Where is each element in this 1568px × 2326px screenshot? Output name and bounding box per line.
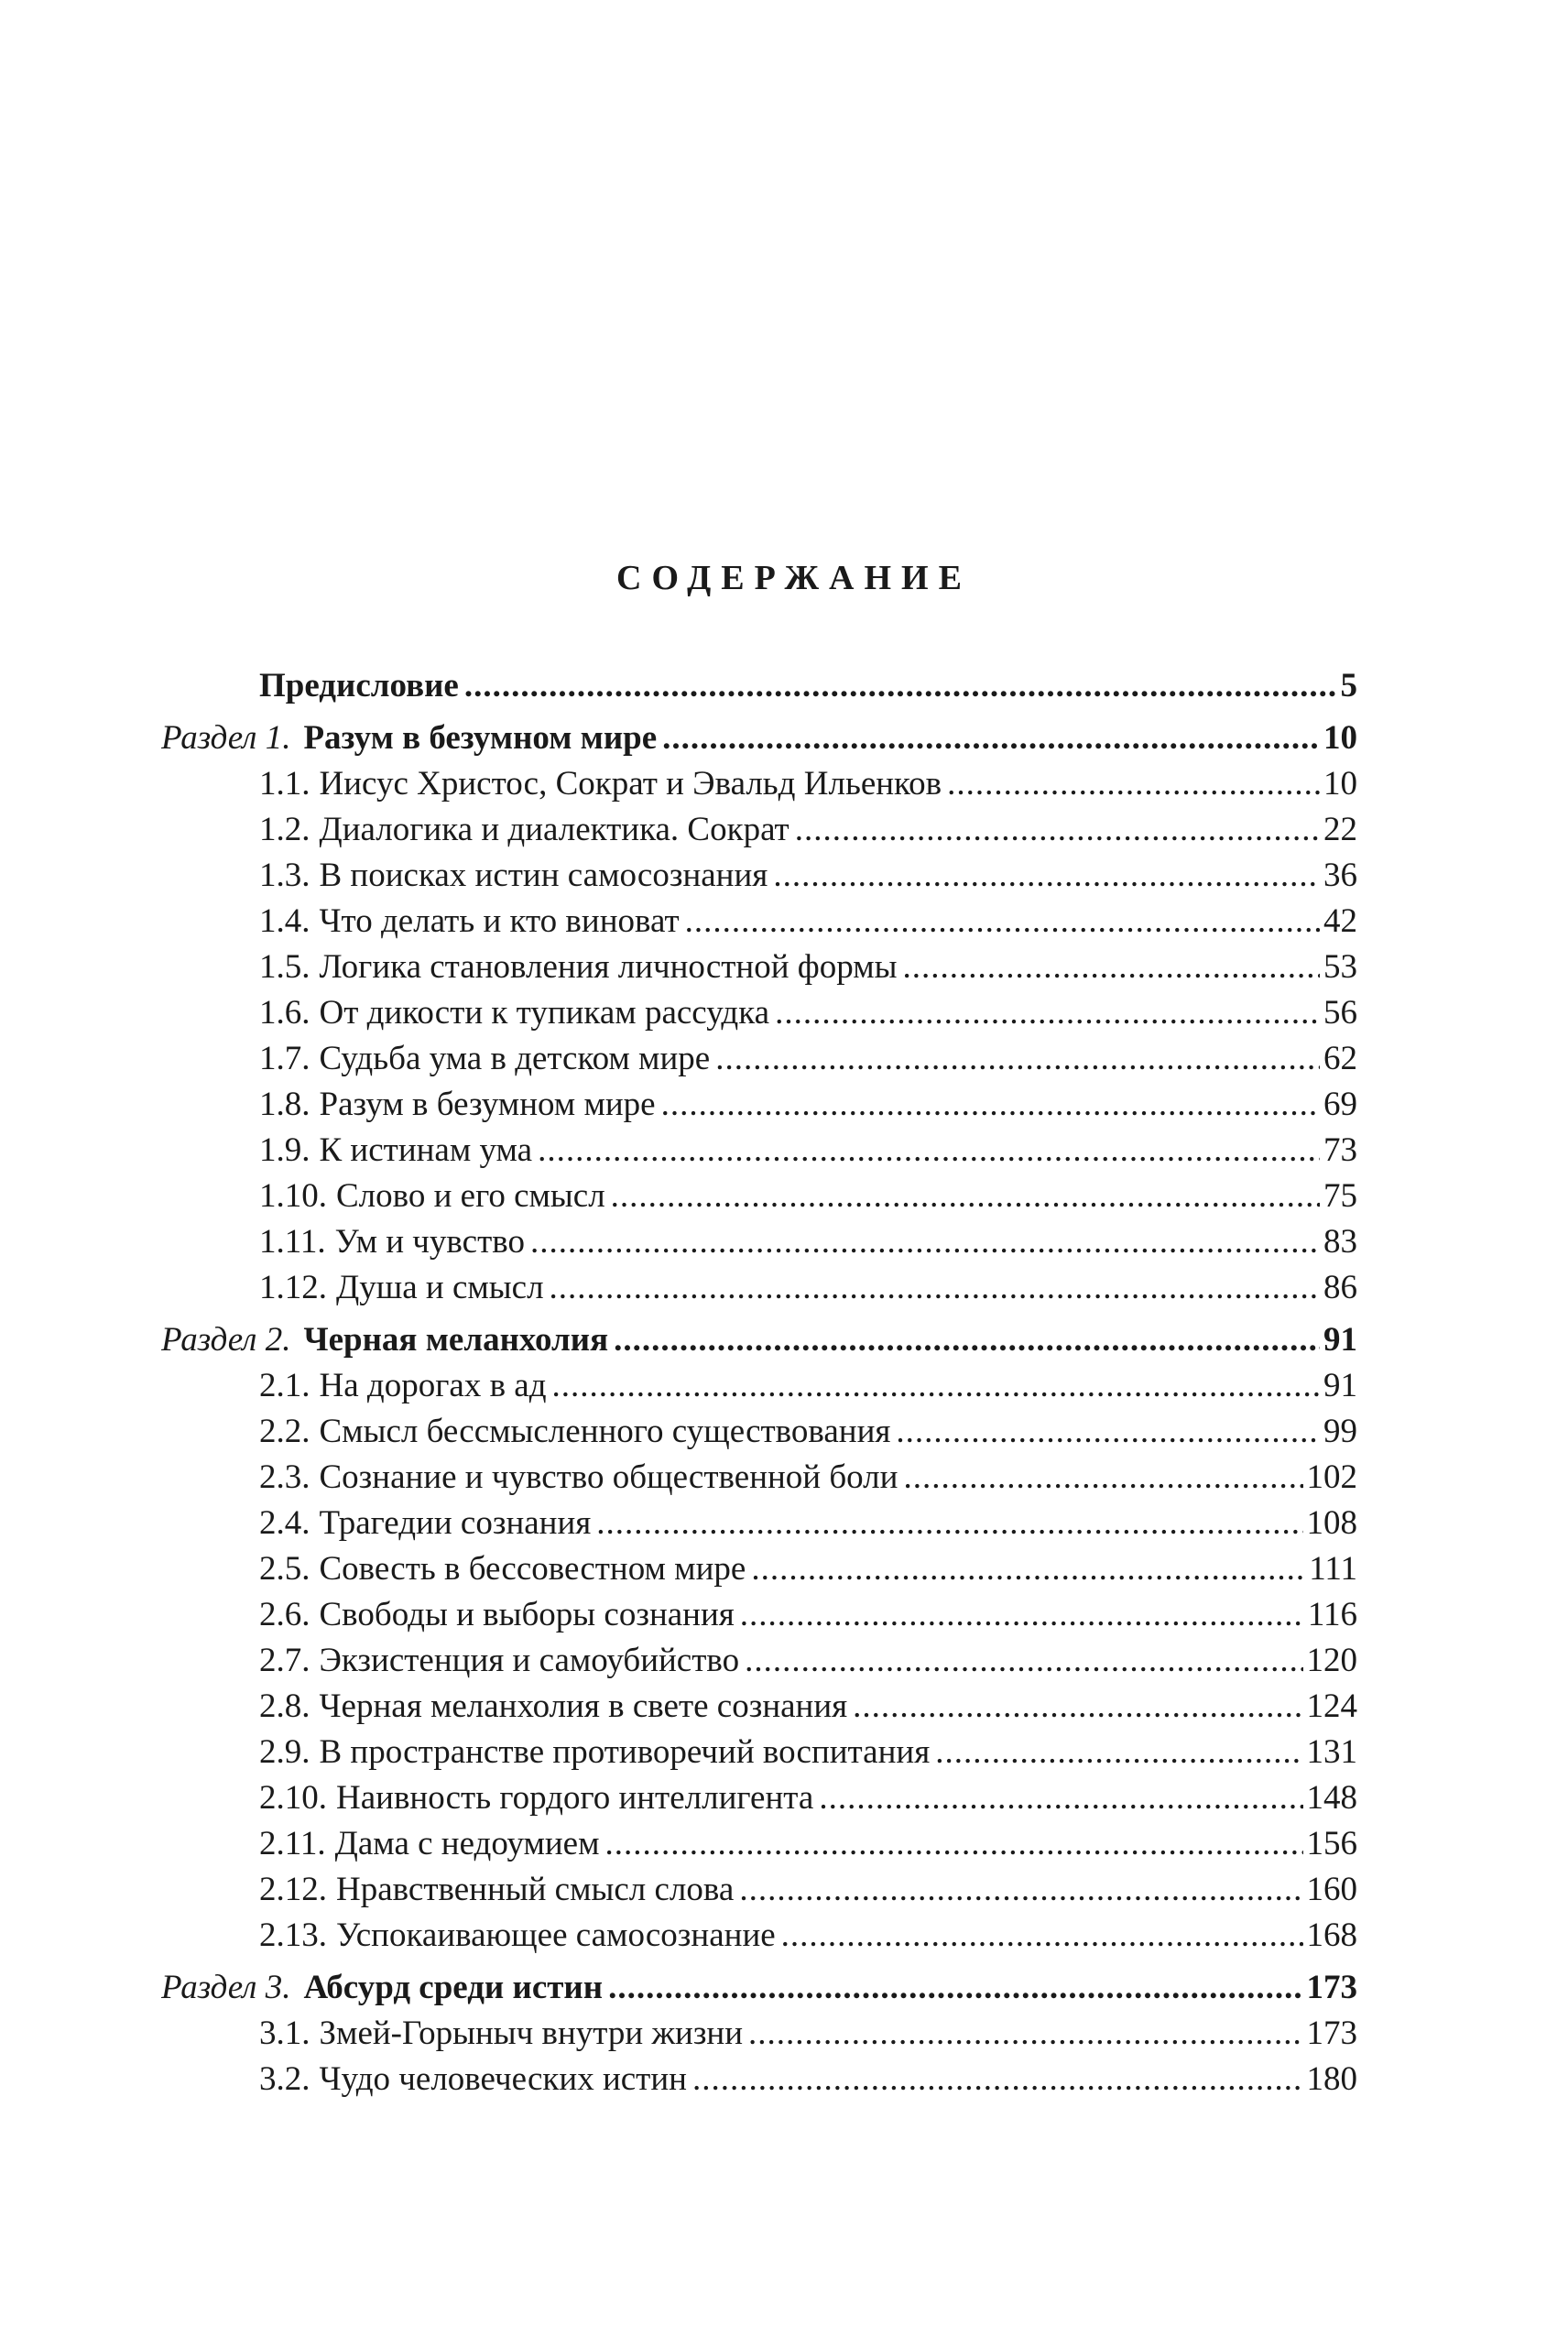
toc-section-heading[interactable] [161,715,1357,761]
section-title: Черная меланхолия [303,1321,609,1359]
entry-page-number: 168 [1306,1916,1357,1954]
entry-title: Предисловие [259,667,459,704]
entry-title: Сознание и чувство общественной боли [319,1458,898,1496]
toc-entry[interactable] [259,945,1357,990]
entry-page-number: 111 [1309,1550,1357,1588]
entry-title: Дама с недоумием [334,1825,600,1862]
toc-entry[interactable] [259,1730,1357,1775]
section-title: Разум в безумном мире [303,719,658,757]
entry-page-number: 148 [1306,1779,1357,1817]
dot-leader [819,1775,1302,1821]
entry-number: 1.5. [259,948,310,986]
dot-leader [775,990,1320,1036]
toc-entry[interactable] [259,1082,1357,1128]
dot-leader [902,945,1320,990]
dot-leader [550,1265,1320,1311]
dot-leader [608,1965,1302,2011]
toc-entry[interactable] [259,1501,1357,1546]
entry-page-number: 108 [1306,1504,1357,1542]
toc-entry[interactable] [259,1036,1357,1082]
entry-title: Что делать и кто виноват [319,902,680,940]
toc-entry[interactable] [259,1867,1357,1913]
page-title: СОДЕРЖАНИЕ [616,559,972,597]
section-title: Абсурд среди истин [303,1969,604,2006]
dot-leader [781,1913,1303,1959]
dot-leader [903,1455,1302,1501]
entry-title: Совесть в бессовестном мире [319,1550,746,1588]
toc-entry[interactable] [259,1219,1357,1265]
toc-entry-preface[interactable] [259,663,1357,709]
toc-entry[interactable] [259,1775,1357,1821]
toc-entry[interactable] [259,1821,1357,1867]
dot-leader [896,1409,1320,1455]
dot-leader [596,1501,1302,1546]
entry-page-number: 120 [1306,1642,1357,1679]
toc-entry[interactable] [259,1684,1357,1730]
entry-page-number: 36 [1323,857,1357,894]
toc-entry[interactable] [259,807,1357,853]
entry-title: Логика становления личностной формы [319,948,898,986]
entry-number: 2.4. [259,1504,310,1542]
dot-leader [605,1821,1303,1867]
toc-entry[interactable] [259,1128,1357,1174]
entry-number: 1.9. [259,1131,310,1169]
dot-leader [611,1174,1320,1219]
toc-entry[interactable] [259,1592,1357,1638]
toc-entry[interactable] [259,761,1357,807]
entry-title: Слово и его смысл [336,1177,605,1215]
section-page-number: 91 [1323,1321,1357,1359]
entry-page-number: 56 [1323,994,1357,1032]
entry-title: Успокаивающее самосознание [336,1916,776,1954]
dot-leader [685,899,1320,945]
entry-title: Свободы и выборы сознания [319,1596,735,1633]
entry-page-number: 10 [1323,765,1357,803]
entry-page-number: 131 [1306,1733,1357,1771]
section-prefix: Раздел 2. [161,1321,291,1359]
entry-number: 1.11. [259,1223,326,1261]
entry-title: Иисус Христос, Сократ и Эвальд Ильенков [319,765,942,803]
entry-title: Смысл бессмысленного существования [319,1413,891,1450]
entry-page-number: 180 [1306,2060,1357,2098]
dot-leader [538,1128,1320,1174]
entry-title: В поисках истин самосознания [319,857,768,894]
toc-entry[interactable] [259,2057,1357,2102]
entry-number: 3.2. [259,2060,310,2098]
entry-number: 2.2. [259,1413,310,1450]
entry-number: 3.1. [259,2015,310,2052]
dot-leader [692,2057,1303,2102]
entry-number: 1.8. [259,1086,310,1123]
toc-entry[interactable] [259,990,1357,1036]
entry-page-number: 53 [1323,948,1357,986]
entry-page-number: 156 [1306,1825,1357,1862]
entry-page-number: 86 [1323,1269,1357,1306]
entry-number: 2.3. [259,1458,310,1496]
entry-title: Нравственный смысл слова [336,1871,735,1908]
entry-page-number: 173 [1306,2015,1357,2052]
entry-number: 2.6. [259,1596,310,1633]
toc-entry[interactable] [259,1455,1357,1501]
entry-page-number: 5 [1340,667,1357,704]
entry-title: Диалогика и диалектика. Сократ [319,811,789,848]
section-page-number: 10 [1323,719,1357,757]
entry-number: 2.5. [259,1550,310,1588]
toc-entry[interactable] [259,1409,1357,1455]
entry-number: 2.12. [259,1871,327,1908]
entry-page-number: 69 [1323,1086,1357,1123]
section-prefix: Раздел 1. [161,719,291,757]
entry-number: 2.8. [259,1687,310,1725]
dot-leader [947,761,1320,807]
entry-number: 2.9. [259,1733,310,1771]
toc-entry[interactable] [259,1638,1357,1684]
entry-page-number: 99 [1323,1413,1357,1450]
section-page-number: 173 [1306,1969,1357,2006]
dot-leader [935,1730,1302,1775]
entry-title: Разум в безумном мире [319,1086,656,1123]
entry-title: Судьба ума в детском мире [319,1040,711,1077]
dot-leader [740,1592,1304,1638]
entry-page-number: 22 [1323,811,1357,848]
entry-title: Наивность гордого интеллигента [336,1779,814,1817]
entry-page-number: 91 [1323,1367,1357,1404]
entry-number: 2.13. [259,1916,327,1954]
entry-title: Черная меланхолия в свете сознания [319,1687,848,1725]
entry-page-number: 75 [1323,1177,1357,1215]
entry-title: От дикости к тупикам рассудка [319,994,770,1032]
entry-title: Экзистенция и самоубийство [319,1642,740,1679]
entry-title: На дорогах в ад [319,1367,547,1404]
entry-number: 1.3. [259,857,310,894]
entry-title: Ум и чувство [334,1223,525,1261]
entry-page-number: 62 [1323,1040,1357,1077]
entry-page-number: 160 [1306,1871,1357,1908]
entry-number: 1.10. [259,1177,327,1215]
toc-entry[interactable] [259,1913,1357,1959]
entry-number: 2.1. [259,1367,310,1404]
dot-leader [739,1867,1302,1913]
entry-page-number: 42 [1323,902,1357,940]
entry-number: 2.10. [259,1779,327,1817]
toc-section-heading[interactable] [161,1317,1357,1363]
toc-entry[interactable] [259,899,1357,945]
entry-number: 1.4. [259,902,310,940]
dot-leader [773,853,1320,899]
dot-leader [614,1317,1320,1363]
toc-entry[interactable] [259,2011,1357,2057]
dot-leader [748,2011,1302,2057]
entry-title: К истинам ума [319,1131,533,1169]
dot-leader [751,1546,1305,1592]
entry-page-number: 124 [1306,1687,1357,1725]
toc-section-heading[interactable] [161,1965,1357,2011]
dot-leader [530,1219,1320,1265]
entry-number: 1.6. [259,994,310,1032]
entry-number: 2.11. [259,1825,326,1862]
entry-title: Душа и смысл [336,1269,544,1306]
entry-title: Змей-Горыныч внутри жизни [319,2015,744,2052]
toc-entry[interactable] [259,1546,1357,1592]
dot-leader [715,1036,1320,1082]
dot-leader [853,1684,1302,1730]
toc-entry[interactable] [259,1265,1357,1311]
entry-page-number: 73 [1323,1131,1357,1169]
toc-entry[interactable] [259,1174,1357,1219]
entry-number: 1.12. [259,1269,327,1306]
dot-leader [661,1082,1320,1128]
section-prefix: Раздел 3. [161,1969,291,2006]
entry-page-number: 83 [1323,1223,1357,1261]
dot-leader [745,1638,1302,1684]
toc-entry[interactable] [259,1363,1357,1409]
entry-number: 1.1. [259,765,310,803]
entry-page-number: 116 [1307,1596,1357,1633]
entry-title: Трагедии сознания [319,1504,592,1542]
entry-title: В пространстве противоречий воспитания [319,1733,931,1771]
dot-leader [795,807,1320,853]
entry-title: Чудо человеческих истин [319,2060,687,2098]
toc-entry[interactable] [259,853,1357,899]
entry-number: 1.2. [259,811,310,848]
dot-leader [662,715,1320,761]
dot-leader [552,1363,1320,1409]
entry-number: 1.7. [259,1040,310,1077]
entry-page-number: 102 [1306,1458,1357,1496]
dot-leader [464,663,1337,709]
entry-number: 2.7. [259,1642,310,1679]
